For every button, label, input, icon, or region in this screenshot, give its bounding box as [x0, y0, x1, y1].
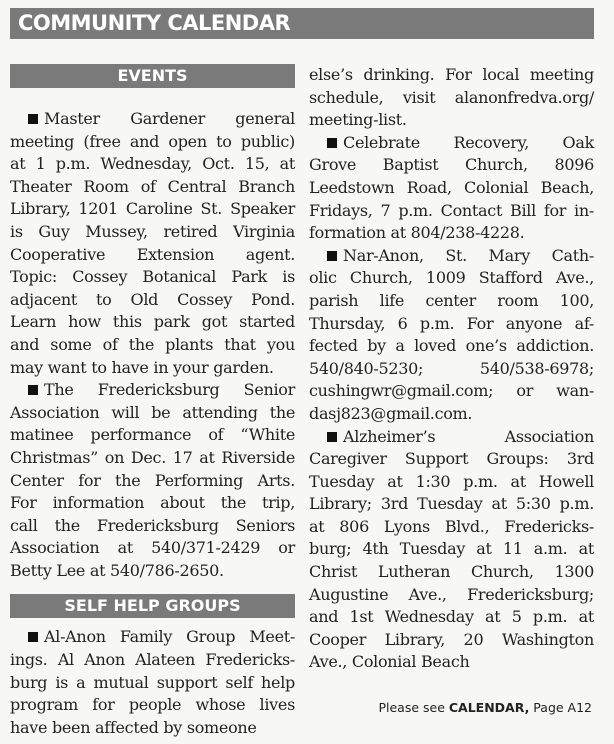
text-span: Al-Anon Family Group Meet- — [44, 627, 295, 647]
text-line: Center for the Performing Arts. — [10, 470, 295, 490]
text-line: and 1st Wednesday at 5 p.m. at — [309, 607, 594, 627]
text-line: Topic: Cossey Botanical Park is — [10, 267, 295, 287]
section-header-self-help: SELF HELP GROUPS — [10, 594, 295, 618]
text-line: For information about the trip, — [10, 493, 295, 513]
text-line: meeting-list. — [309, 110, 407, 130]
text-line: Cooper Library, 20 Washington — [309, 629, 594, 649]
text-line: Christ Lutheran Church, 1300 — [309, 562, 594, 582]
right-column — [309, 64, 594, 674]
text-line: Association at 540/371-2429 or — [10, 538, 295, 558]
text-line: Ave., Colonial Beach — [309, 652, 470, 672]
text-line: Caregiver Support Groups: 3rd — [309, 449, 594, 469]
text-line: Learn how this park got started — [10, 312, 295, 332]
text-line: Betty Lee at 540/786-2650. — [10, 560, 224, 580]
text-span: Celebrate Recovery, Oak — [343, 132, 594, 152]
jump-prefix: Please see — [378, 700, 449, 715]
self-help-list — [10, 626, 295, 739]
text-line — [309, 132, 594, 155]
text-line: program for people whose lives — [10, 695, 295, 715]
text-line: Leedstown Road, Colonial Beach, — [309, 177, 594, 197]
text-span: Nar-Anon, St. Mary Cath- — [343, 245, 594, 265]
text-line: formation at 804/238-4228. — [309, 223, 525, 243]
text-line: burg; 4th Tuesday at 11 a.m. at — [309, 539, 594, 559]
text-line: at 1 p.m. Wednesday, Oct. 15, at — [10, 154, 295, 174]
text-span: Master Gardener general — [44, 109, 295, 128]
text-line: Augustine Ave., Fredericksburg; — [309, 584, 594, 604]
list-item — [309, 245, 594, 426]
bullet-icon — [327, 138, 337, 148]
bullet-icon — [327, 432, 337, 442]
bullet-icon — [327, 251, 337, 261]
text-line: Fridays, 7 p.m. Contact Bill for in- — [309, 200, 594, 220]
page-title: COMMUNITY CALENDAR — [10, 8, 594, 39]
text-line — [309, 245, 594, 268]
text-line: have been affected by someone — [10, 717, 257, 737]
events-list — [10, 108, 295, 582]
text-line: call the Fredericksburg Seniors — [10, 515, 295, 535]
text-line — [10, 626, 295, 649]
text-line: Theater Room of Central Branch — [10, 176, 295, 196]
list-item — [309, 64, 594, 132]
text-span: The Fredericksburg Senior — [44, 380, 295, 400]
text-line: meeting (free and open to public) — [10, 131, 295, 151]
text-line: and some of the plants that you — [10, 334, 295, 354]
list-item — [309, 132, 594, 245]
text-line: Thursday, 6 p.m. For anyone af- — [309, 313, 594, 333]
continued-item — [309, 64, 594, 132]
left-column — [10, 64, 295, 739]
text-line — [10, 379, 295, 402]
list-item — [10, 626, 295, 739]
text-line: fected by a loved one’s addiction. — [309, 336, 594, 356]
jump-keyword: CALENDAR, — [448, 700, 530, 715]
text-line: Christmas” on Dec. 17 at Riverside — [10, 447, 295, 467]
bullet-icon — [28, 114, 38, 124]
text-line: matinee performance of “White — [10, 425, 295, 445]
text-line: ings. Al Anon Alateen Fredericks- — [10, 650, 295, 670]
text-line: Library, 1201 Caroline St. Speaker — [10, 199, 295, 219]
text-line: cushingwr@gmail.com; or wan- — [309, 381, 594, 401]
list-item — [10, 379, 295, 582]
text-line: adjacent to Old Cossey Pond. — [10, 289, 295, 309]
text-line: at 806 Lyons Blvd., Fredericks- — [309, 516, 594, 536]
text-line: Tuesday at 1:30 p.m. at Howell — [309, 471, 594, 491]
text-line — [309, 426, 594, 449]
text-line — [10, 108, 295, 131]
bullet-icon — [28, 632, 38, 642]
text-line: olic Church, 1009 Stafford Ave., — [309, 268, 594, 288]
text-line: burg is a mutual support self help — [10, 672, 295, 692]
self-help-list-continued — [309, 132, 594, 674]
text-line: Library; 3rd Tuesday at 5:30 p.m. — [309, 494, 594, 514]
text-line: schedule, visit alanonfredva.org/ — [309, 87, 594, 107]
text-line: 540/840-5230; 540/538-6978; — [309, 358, 594, 378]
bullet-icon — [28, 385, 38, 395]
text-line: may want to have in your garden. — [10, 357, 274, 377]
jump-page: Page A12 — [529, 700, 592, 715]
text-line: else’s drinking. For local meeting — [309, 65, 594, 84]
list-item — [309, 426, 594, 675]
section-header-events: EVENTS — [10, 64, 295, 88]
text-line: Cooperative Extension agent. — [10, 244, 295, 264]
text-line: is Guy Mussey, retired Virginia — [10, 221, 295, 241]
text-line: Grove Baptist Church, 8096 — [309, 155, 594, 175]
jump-line — [378, 700, 592, 715]
text-span: Alzheimer’s Association — [343, 426, 594, 446]
text-line: parish life center room 100, — [309, 290, 594, 310]
text-line: Association will be attending the — [10, 402, 295, 422]
text-line: dasj823@gmail.com. — [309, 403, 473, 423]
list-item — [10, 108, 295, 379]
